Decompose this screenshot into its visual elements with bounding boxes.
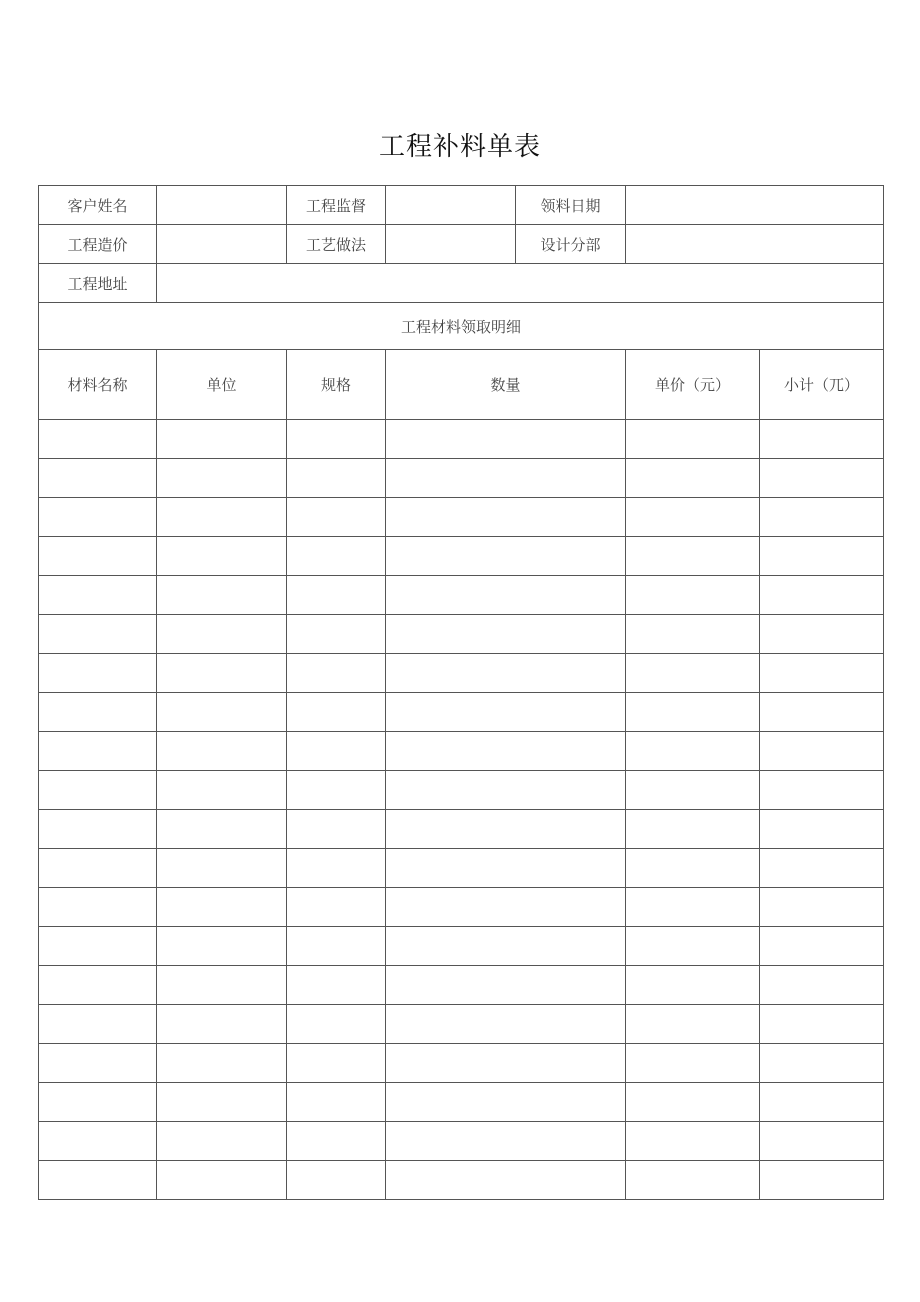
- quantity-cell[interactable]: [386, 420, 626, 459]
- material-name-cell[interactable]: [39, 459, 157, 498]
- table-row: [39, 732, 884, 771]
- unit-price-cell[interactable]: [626, 693, 760, 732]
- spec-cell[interactable]: [287, 459, 386, 498]
- quantity-cell[interactable]: [386, 1083, 626, 1122]
- address-label: 工程地址: [39, 264, 157, 303]
- unit-price-cell[interactable]: [626, 615, 760, 654]
- table-row: [39, 1083, 884, 1122]
- subtotal-cell[interactable]: [760, 537, 884, 576]
- spec-cell[interactable]: [287, 927, 386, 966]
- pickup-date-field[interactable]: [626, 186, 884, 225]
- unit-price-cell[interactable]: [626, 1044, 760, 1083]
- table-row: [39, 1005, 884, 1044]
- table-row: [39, 927, 884, 966]
- table-row: [39, 966, 884, 1005]
- table-row: [39, 771, 884, 810]
- spec-cell[interactable]: [287, 849, 386, 888]
- material-name-cell[interactable]: [39, 537, 157, 576]
- table-row: [39, 810, 884, 849]
- unit-price-cell[interactable]: [626, 888, 760, 927]
- unit-cell[interactable]: [157, 849, 287, 888]
- process-label: 工艺做法: [287, 225, 386, 264]
- quantity-cell[interactable]: [386, 693, 626, 732]
- column-header-material-name: 材料名称: [39, 350, 157, 420]
- quantity-cell[interactable]: [386, 849, 626, 888]
- unit-cell[interactable]: [157, 927, 287, 966]
- supervisor-field[interactable]: [386, 186, 516, 225]
- spec-cell[interactable]: [287, 1005, 386, 1044]
- material-name-cell[interactable]: [39, 771, 157, 810]
- subtotal-cell[interactable]: [760, 459, 884, 498]
- quantity-cell[interactable]: [386, 966, 626, 1005]
- subtotal-cell[interactable]: [760, 1122, 884, 1161]
- section-title: 工程材料领取明细: [39, 303, 884, 350]
- quantity-cell[interactable]: [386, 615, 626, 654]
- unit-price-cell[interactable]: [626, 459, 760, 498]
- unit-price-cell[interactable]: [626, 498, 760, 537]
- subtotal-cell[interactable]: [760, 771, 884, 810]
- unit-cell[interactable]: [157, 537, 287, 576]
- subtotal-cell[interactable]: [760, 849, 884, 888]
- unit-price-cell[interactable]: [626, 849, 760, 888]
- subtotal-cell[interactable]: [760, 576, 884, 615]
- spec-cell[interactable]: [287, 1044, 386, 1083]
- column-header-quantity: 数量: [386, 350, 626, 420]
- column-header-row: [39, 350, 884, 420]
- material-name-cell[interactable]: [39, 927, 157, 966]
- column-header-unit: 单位: [157, 350, 287, 420]
- process-field[interactable]: [386, 225, 516, 264]
- table-row: [39, 576, 884, 615]
- unit-price-cell[interactable]: [626, 771, 760, 810]
- unit-price-cell[interactable]: [626, 576, 760, 615]
- table-row: [39, 654, 884, 693]
- customer-name-field[interactable]: [157, 186, 287, 225]
- unit-cell[interactable]: [157, 888, 287, 927]
- table-row: [39, 420, 884, 459]
- column-header-unit-price: 单价（元）: [626, 350, 760, 420]
- spec-cell[interactable]: [287, 498, 386, 537]
- material-name-cell[interactable]: [39, 810, 157, 849]
- table-row: [39, 459, 884, 498]
- subtotal-cell[interactable]: [760, 1044, 884, 1083]
- subtotal-cell[interactable]: [760, 1161, 884, 1200]
- table-row: [39, 615, 884, 654]
- unit-price-cell[interactable]: [626, 1122, 760, 1161]
- table-row: [39, 1161, 884, 1200]
- unit-cell[interactable]: [157, 420, 287, 459]
- unit-cell[interactable]: [157, 1044, 287, 1083]
- spec-cell[interactable]: [287, 1083, 386, 1122]
- material-name-cell[interactable]: [39, 615, 157, 654]
- unit-price-cell[interactable]: [626, 1083, 760, 1122]
- subtotal-cell[interactable]: [760, 1083, 884, 1122]
- quantity-cell[interactable]: [386, 1044, 626, 1083]
- unit-cell[interactable]: [157, 1005, 287, 1044]
- subtotal-cell[interactable]: [760, 498, 884, 537]
- info-row-2: [39, 225, 884, 264]
- unit-cell[interactable]: [157, 771, 287, 810]
- table-row: [39, 888, 884, 927]
- material-name-cell[interactable]: [39, 849, 157, 888]
- quantity-cell[interactable]: [386, 771, 626, 810]
- quantity-cell[interactable]: [386, 459, 626, 498]
- customer-name-label: 客户姓名: [39, 186, 157, 225]
- info-row-3: [39, 264, 884, 303]
- unit-cell[interactable]: [157, 459, 287, 498]
- table-row: [39, 498, 884, 537]
- spec-cell[interactable]: [287, 693, 386, 732]
- unit-price-cell[interactable]: [626, 1005, 760, 1044]
- material-name-cell[interactable]: [39, 1005, 157, 1044]
- quantity-cell[interactable]: [386, 1005, 626, 1044]
- spec-cell[interactable]: [287, 732, 386, 771]
- subtotal-cell[interactable]: [760, 732, 884, 771]
- unit-cell[interactable]: [157, 654, 287, 693]
- subtotal-cell[interactable]: [760, 420, 884, 459]
- quantity-cell[interactable]: [386, 927, 626, 966]
- unit-cell[interactable]: [157, 693, 287, 732]
- quantity-cell[interactable]: [386, 1122, 626, 1161]
- unit-price-cell[interactable]: [626, 927, 760, 966]
- quantity-cell[interactable]: [386, 732, 626, 771]
- unit-cell[interactable]: [157, 966, 287, 1005]
- material-name-cell[interactable]: [39, 966, 157, 1005]
- pickup-date-label: 领料日期: [516, 186, 626, 225]
- material-name-cell[interactable]: [39, 420, 157, 459]
- material-name-cell[interactable]: [39, 1122, 157, 1161]
- supervisor-label: 工程监督: [287, 186, 386, 225]
- quantity-cell[interactable]: [386, 498, 626, 537]
- info-row-1: [39, 186, 884, 225]
- subtotal-cell[interactable]: [760, 693, 884, 732]
- spec-cell[interactable]: [287, 966, 386, 1005]
- cost-label: 工程造价: [39, 225, 157, 264]
- spec-cell[interactable]: [287, 420, 386, 459]
- spec-cell[interactable]: [287, 576, 386, 615]
- table-row: [39, 849, 884, 888]
- design-dept-label: 设计分部: [516, 225, 626, 264]
- table-row: [39, 537, 884, 576]
- spec-cell[interactable]: [287, 615, 386, 654]
- material-name-cell[interactable]: [39, 1161, 157, 1200]
- quantity-cell[interactable]: [386, 1161, 626, 1200]
- spec-cell[interactable]: [287, 1161, 386, 1200]
- unit-cell[interactable]: [157, 1083, 287, 1122]
- unit-price-cell[interactable]: [626, 537, 760, 576]
- unit-cell[interactable]: [157, 810, 287, 849]
- design-dept-field[interactable]: [626, 225, 884, 264]
- unit-cell[interactable]: [157, 615, 287, 654]
- unit-price-cell[interactable]: [626, 420, 760, 459]
- spec-cell[interactable]: [287, 810, 386, 849]
- material-name-cell[interactable]: [39, 1083, 157, 1122]
- spec-cell[interactable]: [287, 537, 386, 576]
- unit-cell[interactable]: [157, 732, 287, 771]
- unit-price-cell[interactable]: [626, 1161, 760, 1200]
- quantity-cell[interactable]: [386, 888, 626, 927]
- table-row: [39, 1122, 884, 1161]
- material-name-cell[interactable]: [39, 576, 157, 615]
- spec-cell[interactable]: [287, 888, 386, 927]
- material-name-cell[interactable]: [39, 732, 157, 771]
- quantity-cell[interactable]: [386, 537, 626, 576]
- section-header-row: [39, 303, 884, 350]
- unit-cell[interactable]: [157, 498, 287, 537]
- material-name-cell[interactable]: [39, 693, 157, 732]
- unit-cell[interactable]: [157, 1122, 287, 1161]
- column-header-spec: 规格: [287, 350, 386, 420]
- unit-price-cell[interactable]: [626, 732, 760, 771]
- material-name-cell[interactable]: [39, 498, 157, 537]
- subtotal-cell[interactable]: [760, 810, 884, 849]
- quantity-cell[interactable]: [386, 654, 626, 693]
- spec-cell[interactable]: [287, 1122, 386, 1161]
- unit-cell[interactable]: [157, 576, 287, 615]
- table-row: [39, 1044, 884, 1083]
- material-name-cell[interactable]: [39, 1044, 157, 1083]
- spec-cell[interactable]: [287, 654, 386, 693]
- quantity-cell[interactable]: [386, 810, 626, 849]
- quantity-cell[interactable]: [386, 576, 626, 615]
- subtotal-cell[interactable]: [760, 888, 884, 927]
- spec-cell[interactable]: [287, 771, 386, 810]
- subtotal-cell[interactable]: [760, 615, 884, 654]
- unit-cell[interactable]: [157, 1161, 287, 1200]
- unit-price-cell[interactable]: [626, 966, 760, 1005]
- table-row: [39, 693, 884, 732]
- subtotal-cell[interactable]: [760, 927, 884, 966]
- subtotal-cell[interactable]: [760, 654, 884, 693]
- column-header-subtotal: 小计（兀）: [760, 350, 884, 420]
- cost-field[interactable]: [157, 225, 287, 264]
- page-title: 工程补料单表: [378, 132, 541, 162]
- unit-price-cell[interactable]: [626, 810, 760, 849]
- address-field[interactable]: [157, 264, 884, 303]
- unit-price-cell[interactable]: [626, 654, 760, 693]
- material-name-cell[interactable]: [39, 654, 157, 693]
- material-name-cell[interactable]: [39, 888, 157, 927]
- subtotal-cell[interactable]: [760, 966, 884, 1005]
- material-form-table: [38, 185, 884, 1200]
- subtotal-cell[interactable]: [760, 1005, 884, 1044]
